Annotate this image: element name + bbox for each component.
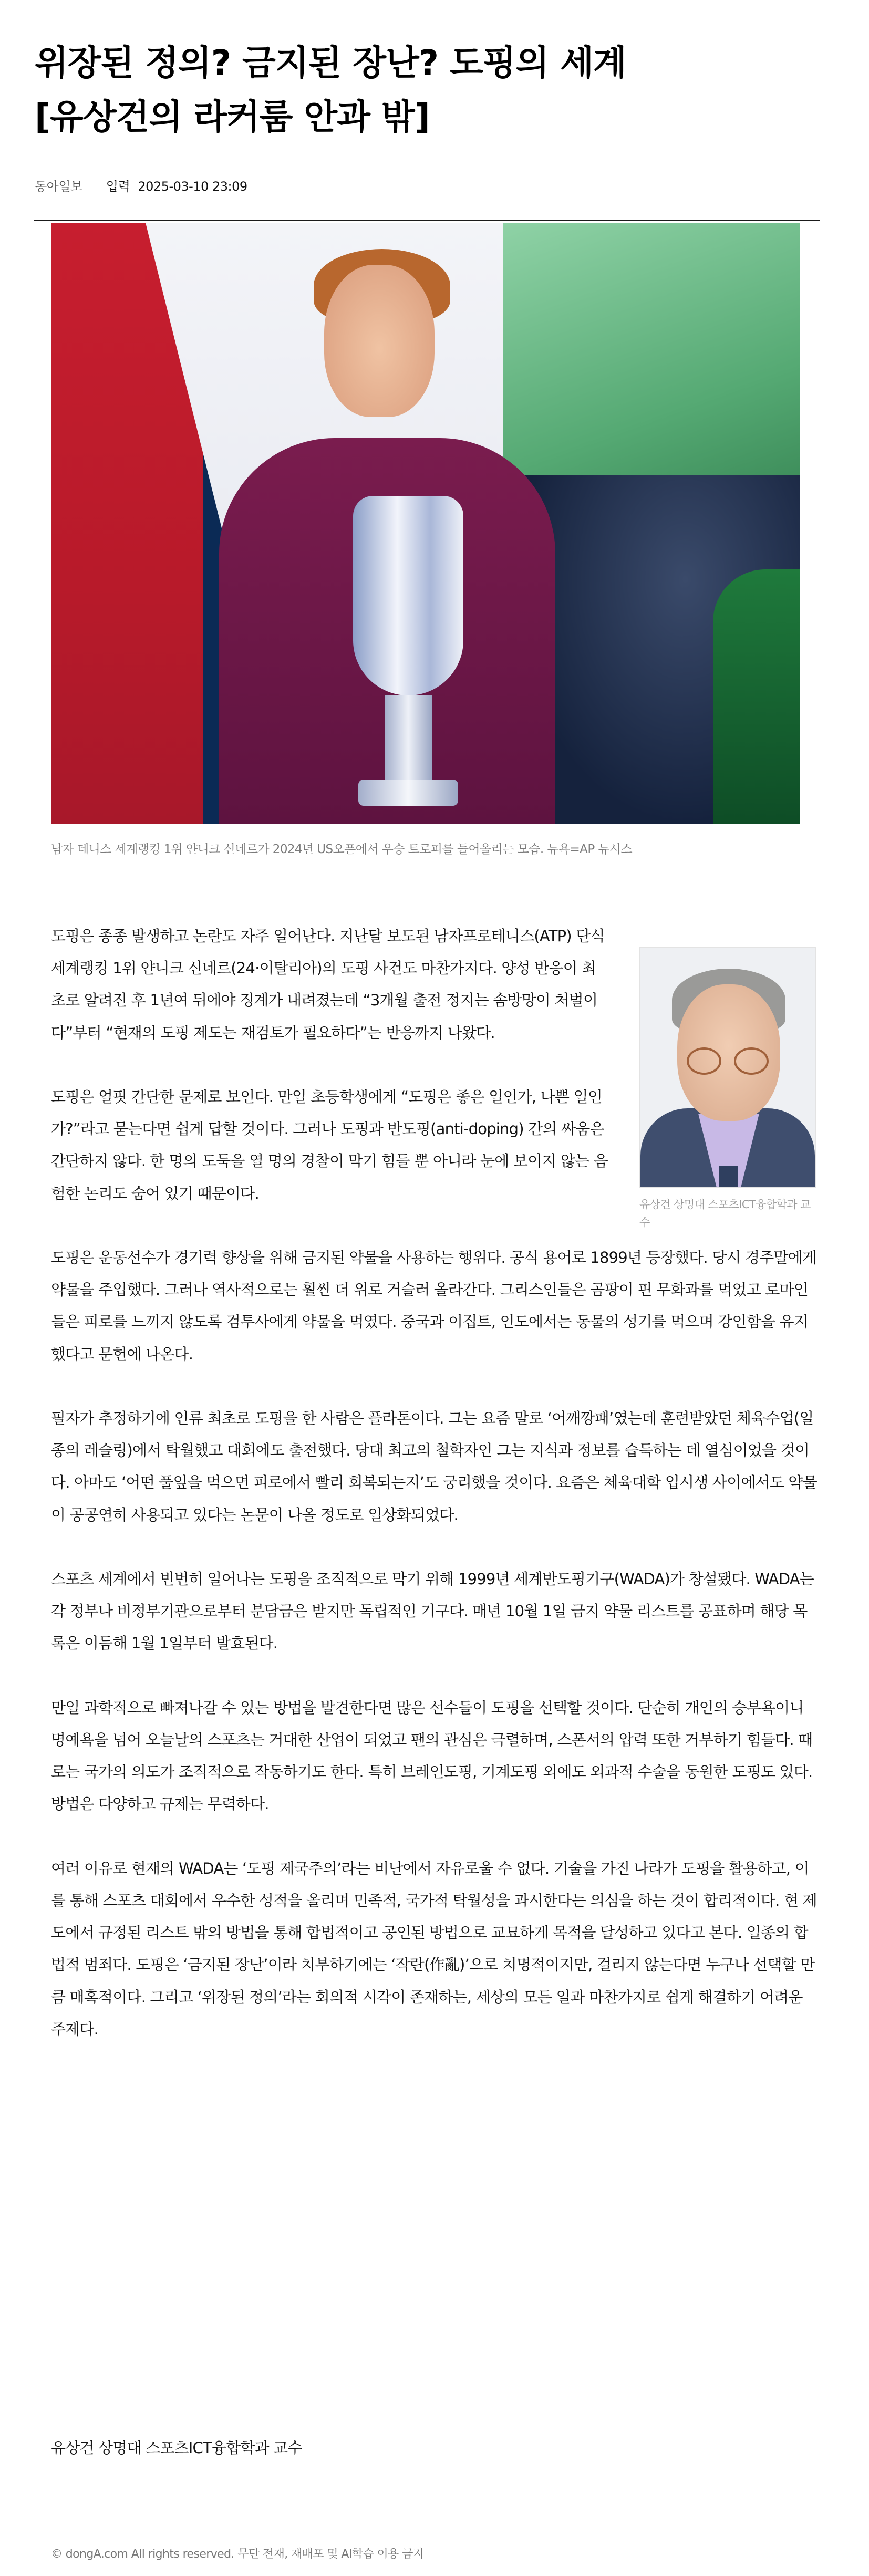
paragraph-2: 도핑은 얼핏 간단한 문제로 보인다. 만일 초등학생에게 “도핑은 좋은 일인가, 나쁜 일인가?”라고 묻는다면 쉽게 답할 것이다. 그러나 도핑과 반도핑(anti-doping) 간의 싸움은 간단하지 않다. 한 명의 도둑을 열 명의 경찰이 막기 힘들 뿐 아니라 눈에 보이지 않는 음험한 논리도 숨어 있기 때문이다. (51, 1088, 608, 1202)
player-head (324, 265, 435, 417)
trophy-icon (353, 496, 463, 695)
paragraph-7: 여러 이유로 현재의 WADA는 ‘도핑 제국주의’라는 비난에서 자유로울 수 없다. 기술을 가진 나라가 도핑을 활용하고, 이를 통해 스포츠 대회에서 우수한 성적을 올리며 민족적, 국가적 탁월성을 과시한다는 의심을 하는 것이 합리적이다. 현 제도에서 규정된 리스트 밖의 방법을 통해 합법적이고 공인된 방법으로 교묘하게 목적을 달성하고 있다고 본다. 일종의 합법적 범죄다. 도핑은 ‘금지된 장난’이라 치부하기에는 ‘작란(作亂)’으로 치명적이지만, 걸리지 않는다면 누구나 선택할 만큼 매혹적이다. 그리고 ‘위장된 정의’라는 회의적 시각이 존재하는, 세상의 모든 일과 마찬가지로 쉽게 해결하기 어려운 주제다. (51, 1859, 817, 2038)
paragraph-5: 스포츠 세계에서 빈번히 일어나는 도핑을 조직적으로 막기 위해 1999년 세계반도핑기구(WADA)가 창설됐다. WADA는 각 정부나 비정부기관으로부터 분담금은 받지만 독립적인 기구다. 매년 10월 1일 금지 약물 리스트를 공표하며 해당 목록은 이듬해 1월 1일부터 발효된다. (51, 1570, 814, 1653)
flag-green-stripe (503, 223, 800, 475)
date-label: 입력 (106, 179, 130, 194)
article-title (35, 36, 823, 144)
main-photo-caption: 남자 테니스 세계랭킹 1위 얀니크 신네르가 2024년 US오픈에서 우승 트로피를 들어올리는 모습. 뉴욕=AP 뉴시스 (51, 843, 633, 856)
article-title-line-2: [유상건의 라커룸 안과 밖] (35, 97, 430, 137)
paragraph-6: 만일 과학적으로 빠져나갈 수 있는 방법을 발견한다면 많은 선수들이 도핑을 선택할 것이다. 단순히 개인의 승부욕이니 명예욕을 넘어 오늘날의 스포츠는 거대한 산업이 되었고 팬의 관심은 극렬하며, 스폰서의 압력 또한 거부하기 힘들다. 때로는 국가의 의도가 조직적으로 작동하기도 한다. 특히 브레인도핑, 기계도핑 외에도 외과적 수술을 동원한 도핑도 있다. 방법은 다양하고 규제는 무력하다. (51, 1698, 813, 1813)
author-signoff: 유상건 상명대 스포츠ICT융합학과 교수 (51, 2439, 302, 2457)
article-body (51, 920, 818, 2078)
paragraph-4: 필자가 추정하기에 인류 최초로 도핑을 한 사람은 플라톤이다. 그는 요즘 말로 ‘어깨깡패’였는데 훈련받았던 체육수업(일종의 레슬링)에서 탁월했고 대회에도 출전했다. 당대 최고의 철학자인 그는 지식과 정보를 습득하는 데 열심이었을 것이다. 아마도 ‘어떤 풀잎을 먹으면 피로에서 빨리 회복되는지’도 궁리했을 것이다. 요즘은 체육대학 입시생 사이에서도 약물이 공공연히 사용되고 있다는 논문이 나올 정도로 일상화되었다. (51, 1409, 817, 1524)
publisher-name[interactable]: 동아일보 (35, 179, 82, 194)
author-photo[interactable] (639, 947, 816, 1188)
main-photo[interactable] (51, 223, 800, 824)
author-box (639, 947, 818, 1231)
author-photo-caption: 유상건 상명대 스포츠ICT융합학과 교수 (639, 1198, 811, 1229)
trophy-foot (358, 780, 458, 806)
ball-person (713, 569, 800, 824)
article-title-line-1: 위장된 정의? 금지된 장난? 도핑의 세계 (35, 43, 626, 83)
glasses-icon (687, 1047, 771, 1075)
paragraph-3: 도핑은 운동선수가 경기력 향상을 위해 금지된 약물을 사용하는 행위다. 공식 용어로 1899년 등장했다. 당시 경주말에게 약물을 주입했다. 그러나 역사적으로는 훨씬 더 위로 거슬러 올라간다. 그리스인들은 곰팡이 핀 무화과를 먹었고 로마인들은 피로를 느끼지 않도록 검투사에게 약물을 먹였다. 중국과 이집트, 인도에서는 동물의 성기를 먹으며 강인함을 유지했다고 문헌에 나온다. (51, 1249, 817, 1363)
header-divider (34, 220, 820, 221)
paragraph-1: 도핑은 종종 발생하고 논란도 자주 일어난다. 지난달 보도된 남자프로테니스(ATP) 단식 세계랭킹 1위 얀니크 신네르(24·이탈리아)의 도핑 사건도 마찬가지다. 양성 반응이 최초로 알려진 후 1년여 뒤에야 징계가 내려졌는데 “3개월 출전 정지는 솜방망이 처벌이다”부터 “현재의 도핑 제도는 재검토가 필요하다”는 반응까지 나왔다. (51, 927, 605, 1042)
publish-date: 2025-03-10 23:09 (138, 179, 247, 194)
article-meta (35, 179, 247, 194)
author-tie (719, 1166, 738, 1187)
copyright-footer: © dongA.com All rights reserved. 무단 전재, 재배포 및 AI학습 이용 금지 (51, 2548, 424, 2561)
